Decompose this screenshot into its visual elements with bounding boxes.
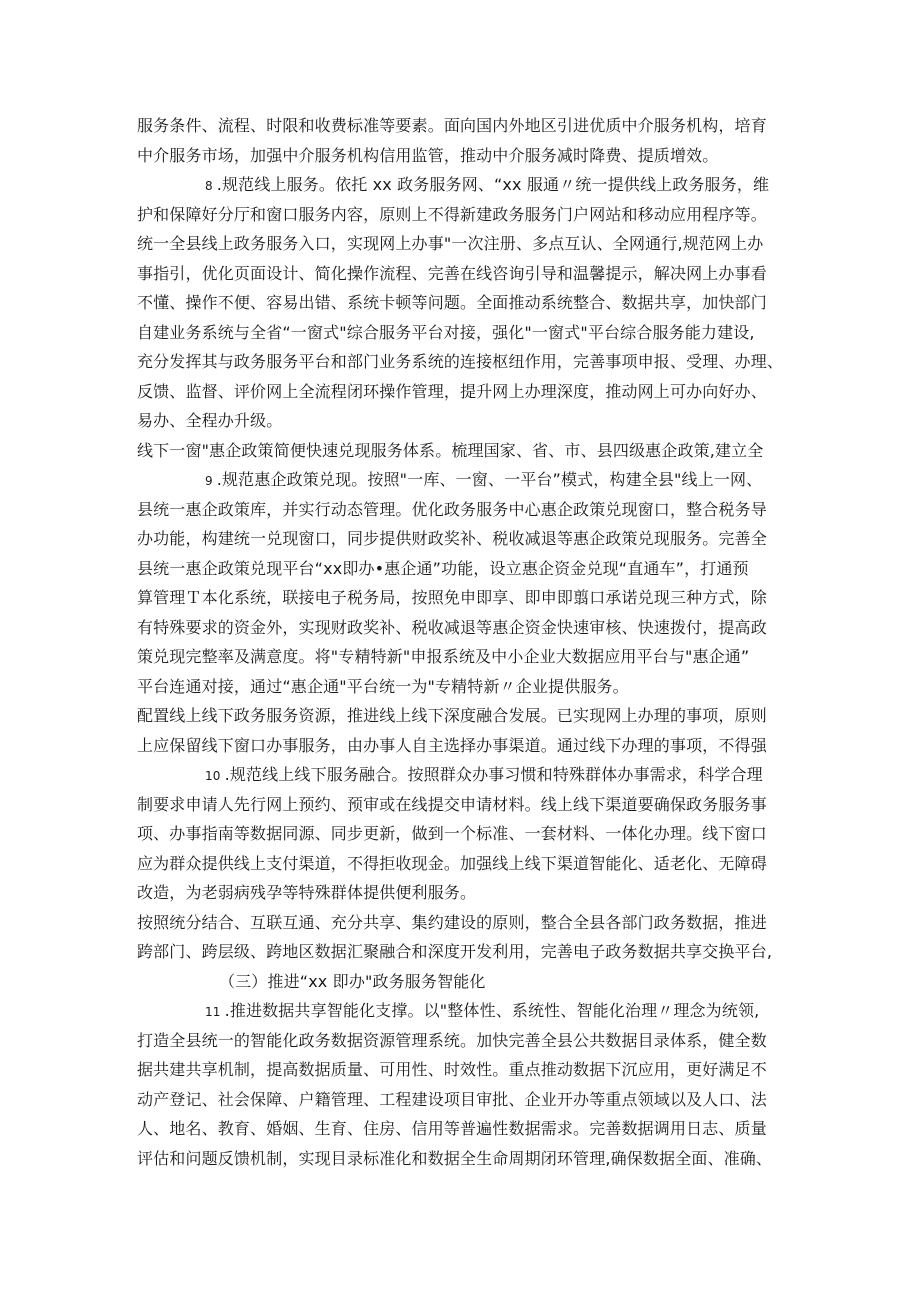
text-line: 反馈、监督、评价网上全流程闭环操作管理，提升网上办理深度，推动网上可办向好办、 — [137, 381, 767, 401]
text-line: 制要求申请人先行网上预约、预审或在线提交申请材料。线上线下渠道要确保政务服务事 — [137, 794, 767, 814]
item-8-heading: 8 .规范线上服务。依托 xx 政务服务网、“xx 服通〃统一提供线上政务服务，维 — [205, 175, 770, 194]
text-line: 中介服务市场，加强中介服务机构信用监管，推动中介服务减时降费、提质增效。 — [137, 145, 719, 165]
text-line: 人、地名、教育、婚姻、生育、住房、信用等普遍性数据需求。完善数据调用日志、质量 — [137, 1119, 767, 1138]
item-number: 8 — [205, 179, 213, 193]
text-line: 护和保障好分厅和窗口服务内容，原则上不得新建政务服务门户网站和移动应用程序等。 — [137, 204, 767, 224]
section-heading: （三）推进“xx 即办"政务服务智能化 — [219, 971, 486, 991]
text-line: 跨部门、跨层级、跨地区数据汇聚融合和深度开发利用，完善电子政务数据共享交换平台, — [137, 942, 773, 961]
text-line: 平台连通对接，通过“惠企通"平台统一为"专精特新〃企业提供服务。 — [137, 676, 629, 696]
text-line: 统一全县线上政务服务入口，实现网上办事"一次注册、多点互认、全网通行,规范网上办 — [137, 234, 764, 253]
text-line: 办功能，构建统一兑现窗口，同步提供财政奖补、税收减退等惠企政策兑现服务。完善全 — [137, 529, 767, 548]
text-line: 应为群众提供线上支付渠道，不得拒收现金。加强线上线下渠道智能化、适老化、无障碍 — [137, 853, 767, 873]
item-11-heading: 11 .推进数据共享智能化支撑。以"整体性、系统性、智能化治理〃理念为统领, — [205, 1001, 760, 1020]
text-line: 服务条件、流程、时限和收费标准等要素。面向国内外地区引进优质中介服务机构，培育 — [137, 116, 767, 135]
text-line — [137, 1173, 797, 1203]
item-number: 11 — [205, 1005, 221, 1019]
text-line: 策兑现完整率及满意度。将"专精特新"申报系统及中小企业大数据应用平台与"惠企通” — [137, 647, 750, 666]
text-line: 算管理Ｔ本化系统，联接电子税务局，按照免申即享、即申即翦口承诺兑现三种方式，除 — [137, 588, 767, 607]
text-line: 上应保留线下窗口办事服务，由办事人自主选择办事渠道。通过线下办理的事项，不得强 — [137, 735, 767, 755]
text-line: 线下一窗"惠企政策简便快速兑现服务体系。梳理国家、省、市、县四级惠企政策,建立全 — [137, 440, 764, 460]
text-line: 充分发挥其与政务服务平台和部门业务系统的连接枢纽作用，完善事项申报、受理、办理、 — [137, 352, 784, 371]
text-line: 县统一惠企政策兑现平台“xx即办•惠企通”功能，设立惠企资金兑现“直通车”，打通预 — [137, 558, 749, 578]
text-line: 打造全县统一的智能化政务数据资源管理系统。加快完善全县公共数据目录体系，健全数 — [137, 1030, 767, 1050]
item-number: 10 — [205, 769, 221, 783]
body-text — [137, 111, 797, 1291]
text-line: 动产登记、社会保障、户籍管理、工程建设项目审批、企业开办等重点领域以及人口、法 — [137, 1089, 767, 1109]
text-line: 不懂、操作不便、容易出错、系统卡顿等问题。全面推动系统整合、数据共享，加快部门 — [137, 293, 767, 312]
text-line — [137, 1262, 797, 1292]
text-line: 按照统分结合、互联互通、充分共享、集约建设的原则，整合全县各部门政务数据，推进 — [137, 912, 767, 932]
text-line: 据共建共享机制，提高数据质量、可用性、时效性。重点推动数据下沉应用，更好满足不 — [137, 1060, 767, 1079]
item-10-heading: 10 .规范线上线下服务融合。按照群众办事习惯和特殊群体办事需求，科学合理 — [205, 765, 763, 784]
text-line: 县统一惠企政策库，并实行动态管理。优化政务服务中心惠企政策兑现窗口，整合税务导 — [137, 499, 767, 519]
item-9-heading: 9 .规范惠企政策兑现。按照"一库、一窗、一平台”模式，构建全县"线上一网、 — [205, 470, 763, 489]
text-line: 易办、全程办升级。 — [137, 411, 283, 430]
text-line: 评估和问题反馈机制，实现目录标准化和数据全生命周期闭环管理,确保数据全面、准确、 — [137, 1148, 773, 1168]
text-line: 自建业务系统与全省“一窗式"综合服务平台对接，强化"一窗式"平台综合服务能力建设, — [137, 322, 755, 342]
text-line: 配置线上线下政务服务资源，推进线上线下深度融合发展。已实现网上办理的事项，原则 — [137, 706, 767, 725]
item-number: 9 — [205, 474, 213, 488]
text-line: 事指引，优化页面设计、简化操作流程、完善在线咨询引导和温馨提示，解决网上办事看 — [137, 263, 767, 283]
text-line: 项、办事指南等数据同源、同步更新，做到一个标准、一套材料、一体化办理。线下窗口 — [137, 824, 767, 843]
text-line: 改造，为老弱病残孕等特殊群体提供便利服务。 — [137, 883, 477, 902]
text-line — [137, 1203, 797, 1233]
text-line — [137, 1232, 797, 1262]
text-line: 有特殊要求的资金外，实现财政奖补、税收减退等惠企资金快速审核、快速拨付，提高政 — [137, 617, 767, 637]
